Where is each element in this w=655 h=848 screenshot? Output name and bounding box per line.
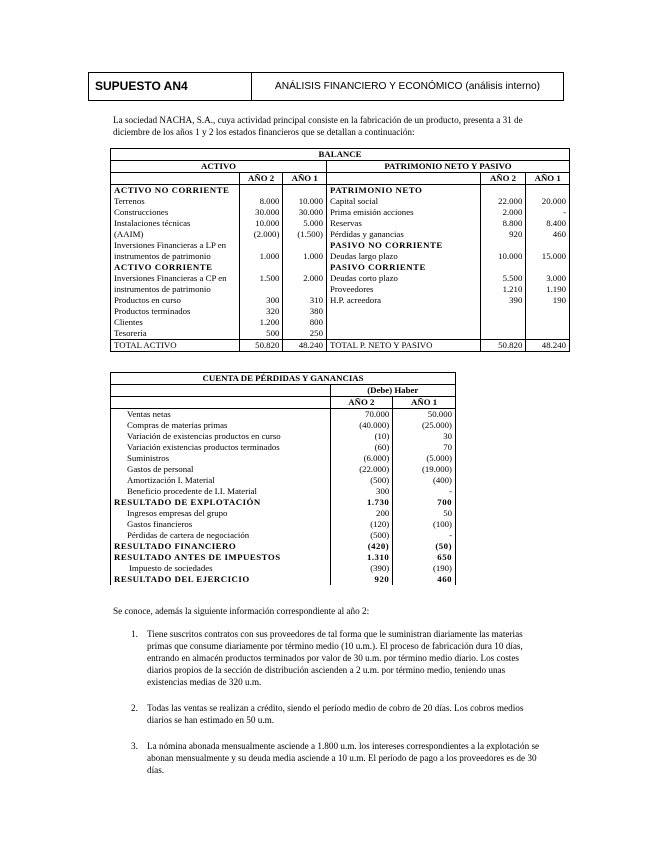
table-cell: 15.000: [526, 251, 570, 262]
table-cell: 300: [330, 486, 393, 497]
list-item: [113, 702, 543, 726]
table-row: [111, 262, 570, 273]
table-row: [111, 420, 456, 431]
table-cell: (500): [330, 475, 393, 486]
table-cell: 390: [480, 295, 526, 306]
item-text: La nómina abonada mensualmente asciende a 1.800 u.m. los intereses correspondientes a la explotación se abonan mensualmente y su deuda media asciende a 10 u.m. El período de pago a los proveedores es de 30 días.: [147, 741, 540, 775]
table-cell: Tesorería: [111, 328, 240, 340]
exercise-header: [88, 72, 564, 101]
total-pasivo-year2: 50.820: [480, 340, 526, 352]
table-cell: 1.000: [239, 251, 283, 262]
table-cell: RESULTADO DE EXPLOTACIÓN: [111, 497, 331, 508]
table-row: [111, 284, 570, 295]
pasivo-header: PATRIMONIO NETO Y PASIVO: [326, 161, 569, 173]
table-cell: Variación de existencias productos en curso: [111, 431, 331, 442]
item-text: Todas las ventas se realizan a crédito, siendo el período medio de cobro de 20 días. Los cobros medios diarios se han estimado en 50 u.m.: [147, 703, 524, 725]
table-cell: 20.000: [526, 196, 570, 207]
table-cell: 8.000: [239, 196, 283, 207]
col-year1: AÑO 1: [526, 173, 570, 185]
table-cell: (6.000): [330, 453, 393, 464]
col-year2: AÑO 2: [239, 173, 283, 185]
table-cell: Gastos financieros: [111, 519, 331, 530]
table-cell: 800: [283, 317, 327, 328]
info-list: [113, 628, 543, 790]
table-row: [111, 196, 570, 207]
info-intro: Se conoce, además la siguiente información correspondiente al año 2:: [113, 606, 370, 616]
total-pasivo-year1: 48.240: [526, 340, 570, 352]
table-row: [111, 218, 570, 229]
table-cell: PASIVO CORRIENTE: [326, 262, 480, 273]
table-cell: Instalaciones técnicas: [111, 218, 240, 229]
table-cell: 310: [283, 295, 327, 306]
table-cell: Deudas corto plazo: [326, 273, 480, 284]
list-item: [113, 628, 543, 688]
table-cell: 1.310: [330, 552, 393, 563]
table-cell: [239, 262, 283, 273]
pyg-title: CUENTA DE PÉRDIDAS Y GANANCIAS: [111, 373, 456, 385]
table-cell: 460: [526, 229, 570, 240]
table-cell: RESULTADO DEL EJERCICIO: [111, 574, 331, 585]
table-cell: (190): [393, 563, 456, 574]
table-row: [111, 295, 570, 306]
table-cell: Pérdidas de cartera de negociación: [111, 530, 331, 541]
table-cell: [326, 317, 480, 328]
table-cell: 50: [393, 508, 456, 519]
table-cell: (22.000): [330, 464, 393, 475]
intro-paragraph: La sociedad NACHA, S.A., cuya actividad principal consiste en la fabricación de un producto, presenta a 31 de diciembre de los años 1 y 2 los estados financieros que se detallan a continuación:: [113, 115, 523, 137]
table-cell: Prima emisión acciones: [326, 207, 480, 218]
table-cell: 920: [480, 229, 526, 240]
table-cell: Inversiones Financieras a LP en: [111, 240, 240, 251]
exercise-code: SUPUESTO AN4: [89, 73, 252, 100]
table-cell: 300: [239, 295, 283, 306]
item-text: Tiene suscritos contratos con sus proveedores de tal forma que le suministran diariamente las materias primas que consume diariamente por término medio (10 u.m.). El proceso de fabricación dura 10 días, entrando en almacén productos terminados por valor de 30 u.m. por término medio diario. Los costes diarios propios de la sección de distribución ascienden a 2 u.m. por término medio, teniendo unas existencias medias de 320 u.m.: [147, 629, 523, 687]
table-cell: [480, 328, 526, 340]
table-cell: [526, 262, 570, 273]
table-cell: [480, 240, 526, 251]
table-row: [111, 541, 456, 552]
table-row: [111, 409, 456, 421]
item-number: 3.: [131, 741, 138, 751]
table-cell: 1.730: [330, 497, 393, 508]
table-cell: Ingresos empresas del grupo: [111, 508, 331, 519]
table-cell: (500): [330, 530, 393, 541]
table-cell: (25.000): [393, 420, 456, 431]
table-cell: 1.210: [480, 284, 526, 295]
table-row: [111, 229, 570, 240]
table-cell: Capital social: [326, 196, 480, 207]
table-cell: 30.000: [283, 207, 327, 218]
table-cell: [326, 306, 480, 317]
table-cell: ACTIVO CORRIENTE: [111, 262, 240, 273]
table-cell: Productos terminados: [111, 306, 240, 317]
table-cell: (10): [330, 431, 393, 442]
table-cell: 1.500: [239, 273, 283, 284]
table-cell: [283, 284, 327, 295]
activo-header: ACTIVO: [111, 161, 327, 173]
table-cell: ACTIVO NO CORRIENTE: [111, 185, 240, 197]
table-row: [111, 273, 570, 284]
table-cell: 1.190: [526, 284, 570, 295]
table-cell: 190: [526, 295, 570, 306]
table-cell: Beneficio procedente de I.I. Material: [111, 486, 331, 497]
table-cell: PATRIMONIO NETO: [326, 185, 480, 197]
table-row: [111, 442, 456, 453]
table-row: [111, 530, 456, 541]
table-cell: (390): [330, 563, 393, 574]
table-cell: 2.000: [480, 207, 526, 218]
table-cell: Ventas netas: [111, 409, 331, 421]
balance-table: [110, 148, 570, 352]
table-cell: (120): [330, 519, 393, 530]
table-cell: 10.000: [239, 218, 283, 229]
table-row: [111, 497, 456, 508]
table-cell: Gastos de personal: [111, 464, 331, 475]
table-cell: (400): [393, 475, 456, 486]
table-row: [111, 317, 570, 328]
col-year2: AÑO 2: [480, 173, 526, 185]
item-number: 1.: [131, 629, 138, 639]
table-cell: 700: [393, 497, 456, 508]
table-cell: Deudas largo plazo: [326, 251, 480, 262]
list-item: [113, 740, 543, 776]
table-cell: Construcciones: [111, 207, 240, 218]
table-cell: [480, 317, 526, 328]
table-row: [111, 431, 456, 442]
table-cell: 460: [393, 574, 456, 585]
item-number: 2.: [131, 703, 138, 713]
table-cell: [283, 185, 327, 197]
table-cell: Productos en curso: [111, 295, 240, 306]
total-activo-year2: 50.820: [239, 340, 283, 352]
table-cell: 30: [393, 431, 456, 442]
table-row: [111, 486, 456, 497]
table-cell: 5.000: [283, 218, 327, 229]
col-year2: AÑO 2: [330, 397, 393, 409]
table-cell: Inversiones Financieras a CP en: [111, 273, 240, 284]
table-cell: [239, 240, 283, 251]
table-cell: (420): [330, 541, 393, 552]
table-cell: 500: [239, 328, 283, 340]
table-cell: Clientes: [111, 317, 240, 328]
table-cell: -: [526, 207, 570, 218]
table-cell: (AAIM): [111, 229, 240, 240]
table-cell: -: [393, 486, 456, 497]
table-cell: 200: [330, 508, 393, 519]
table-row: [111, 464, 456, 475]
table-cell: [526, 328, 570, 340]
exercise-title: ANÁLISIS FINANCIERO Y ECONÓMICO (análisis interno): [274, 81, 541, 92]
table-cell: (19.000): [393, 464, 456, 475]
col-year1: AÑO 1: [283, 173, 327, 185]
table-cell: [526, 240, 570, 251]
table-row: [111, 508, 456, 519]
table-cell: [283, 262, 327, 273]
table-cell: 2.000: [283, 273, 327, 284]
table-cell: 380: [283, 306, 327, 317]
table-cell: [526, 317, 570, 328]
total-pasivo-label: TOTAL P. NETO Y PASIVO: [326, 340, 480, 352]
table-row: [111, 475, 456, 486]
table-cell: (100): [393, 519, 456, 530]
table-cell: (2.000): [239, 229, 283, 240]
table-cell: (50): [393, 541, 456, 552]
table-cell: (60): [330, 442, 393, 453]
table-cell: 10.000: [283, 196, 327, 207]
table-row: [111, 240, 570, 251]
table-cell: RESULTADO FINANCIERO: [111, 541, 331, 552]
table-cell: [480, 262, 526, 273]
table-cell: 5.500: [480, 273, 526, 284]
table-cell: 920: [330, 574, 393, 585]
table-cell: PASIVO NO CORRIENTE: [326, 240, 480, 251]
pyg-subheader: (Debe) Haber: [330, 385, 455, 397]
table-cell: [526, 185, 570, 197]
table-cell: 650: [393, 552, 456, 563]
table-cell: 30.000: [239, 207, 283, 218]
table-cell: 50.000: [393, 409, 456, 421]
balance-title: BALANCE: [111, 149, 570, 161]
table-cell: 3.000: [526, 273, 570, 284]
table-row: [111, 453, 456, 464]
total-activo-year1: 48.240: [283, 340, 327, 352]
table-cell: 8.400: [526, 218, 570, 229]
profit-loss-table: [110, 372, 456, 585]
table-cell: [239, 284, 283, 295]
table-cell: 10.000: [480, 251, 526, 262]
table-cell: Amortización I. Material: [111, 475, 331, 486]
table-cell: -: [393, 530, 456, 541]
table-cell: (40.000): [330, 420, 393, 431]
table-row: [111, 251, 570, 262]
table-cell: Pérdidas y ganancias: [326, 229, 480, 240]
table-cell: [480, 306, 526, 317]
table-row: [111, 519, 456, 530]
table-cell: 250: [283, 328, 327, 340]
table-cell: 1.200: [239, 317, 283, 328]
table-cell: Variación existencias productos terminados: [111, 442, 331, 453]
table-cell: (1.500): [283, 229, 327, 240]
table-cell: 22.000: [480, 196, 526, 207]
table-cell: [326, 328, 480, 340]
table-cell: [239, 185, 283, 197]
table-cell: 8.800: [480, 218, 526, 229]
table-cell: Terrenos: [111, 196, 240, 207]
table-cell: (5.000): [393, 453, 456, 464]
table-cell: Suministros: [111, 453, 331, 464]
table-cell: 70.000: [330, 409, 393, 421]
table-cell: H.P. acreedora: [326, 295, 480, 306]
table-cell: RESULTADO ANTES DE IMPUESTOS: [111, 552, 331, 563]
table-row: [111, 563, 456, 574]
table-cell: 70: [393, 442, 456, 453]
table-row: [111, 306, 570, 317]
table-cell: Proveedores: [326, 284, 480, 295]
table-cell: Compras de materias primas: [111, 420, 331, 431]
col-year1: AÑO 1: [393, 397, 456, 409]
table-row: [111, 574, 456, 585]
total-activo-label: TOTAL ACTIVO: [111, 340, 240, 352]
table-cell: Reservas: [326, 218, 480, 229]
table-row: [111, 207, 570, 218]
table-cell: [283, 240, 327, 251]
table-row: [111, 185, 570, 197]
table-cell: [526, 306, 570, 317]
table-cell: 320: [239, 306, 283, 317]
table-cell: [480, 185, 526, 197]
table-cell: Impuesto de sociedades: [111, 563, 331, 574]
table-row: [111, 552, 456, 563]
table-cell: instrumentos de patrimonio: [111, 284, 240, 295]
table-cell: 1.000: [283, 251, 327, 262]
table-row: [111, 328, 570, 340]
table-cell: instrumentos de patrimonio: [111, 251, 240, 262]
